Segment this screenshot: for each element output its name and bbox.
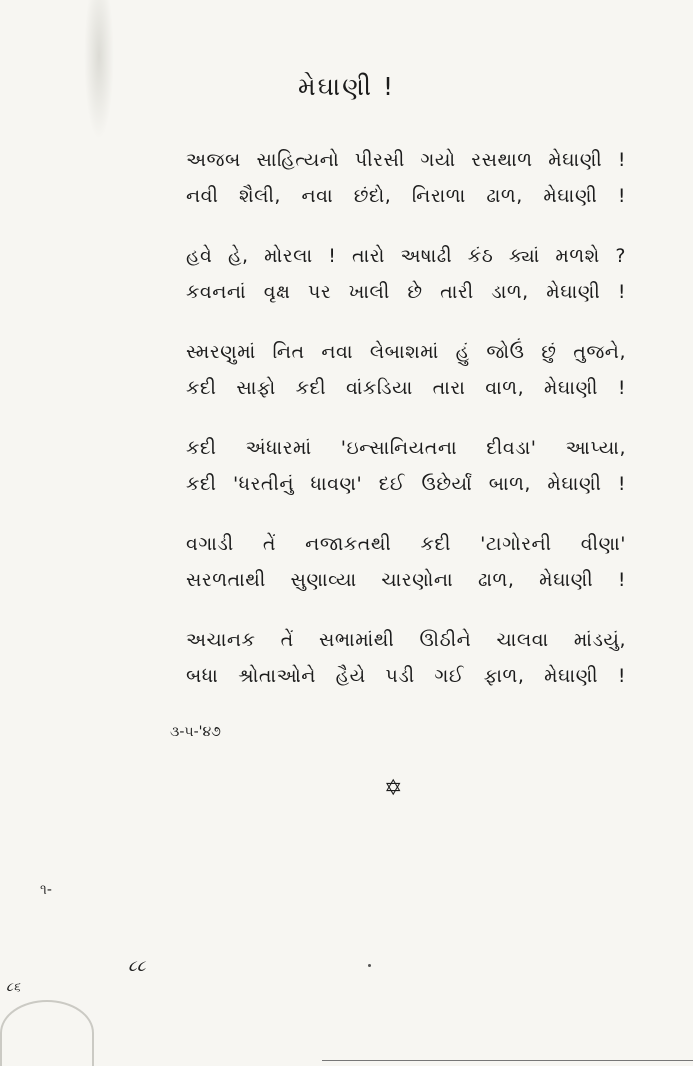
verse-line: નવી શૈલી, નવા છંદો, નિરાળા ઢાળ, મેઘાણી ! (186, 185, 626, 207)
stanza-3 (186, 334, 626, 406)
poem-date: ૩-૫-'૪૭ (170, 724, 221, 740)
stanza-4 (186, 430, 626, 502)
verse-line: કદી સાફો કદી વાંકડિયા તારા વાળ, મેઘાણી ! (186, 377, 626, 399)
stanza-5 (186, 526, 626, 598)
star-ornament-icon: ✡ (384, 776, 403, 801)
stanza-6 (186, 622, 626, 694)
stanza-2 (186, 238, 626, 310)
verse-line: હવે હે, મોરલા ! તારો અષાઢી કંઠ ક્યાં મળશે ? (186, 245, 626, 267)
page-smudge (84, 0, 114, 140)
margin-note: ૮૮ (128, 956, 146, 975)
margin-note: ૮૬ (6, 980, 21, 995)
ink-dot (368, 964, 371, 967)
verse-line: સરળતાથી સુણાવ્યા ચારણોના ઢાળ, મેઘાણી ! (186, 569, 626, 591)
page-stain (0, 1000, 94, 1066)
verse-line: સ્મરણુમાં નિત નવા લેબાશમાં હું જોઉં છું તુજને, (186, 341, 626, 363)
stanza-1 (186, 142, 626, 214)
poem-title: મેઘાણી ! (297, 72, 396, 101)
verse-line: બધા શ્રોતાઓને હૈયે પડી ગઈ ફાળ, મેઘાણી ! (186, 665, 626, 687)
verse-line: અચાનક તેં સભામાંથી ઊઠીને ચાલવા માંડયું, (186, 629, 626, 651)
verse-line: કવનનાં વૃક્ષ પર ખાલી છે તારી ડાળ, મેઘાણી ! (186, 281, 626, 303)
page-edge-line (322, 1060, 693, 1061)
margin-note: ૧- (40, 882, 52, 898)
verse-line: કદી 'ધરતીનું ધાવણ' દઈ ઉછેર્યાં બાળ, મેઘાણી ! (186, 473, 626, 495)
verse-line: વગાડી તેં નજાકતથી કદી 'ટાગોરની વીણા' (186, 533, 626, 555)
verse-line: અજબ સાહિત્યનો પીરસી ગયો રસથાળ મેઘાણી ! (186, 149, 626, 171)
verse-line: કદી અંધારમાં 'ઇન્સાનિયતના દીવડા' આપ્યા, (186, 437, 626, 459)
